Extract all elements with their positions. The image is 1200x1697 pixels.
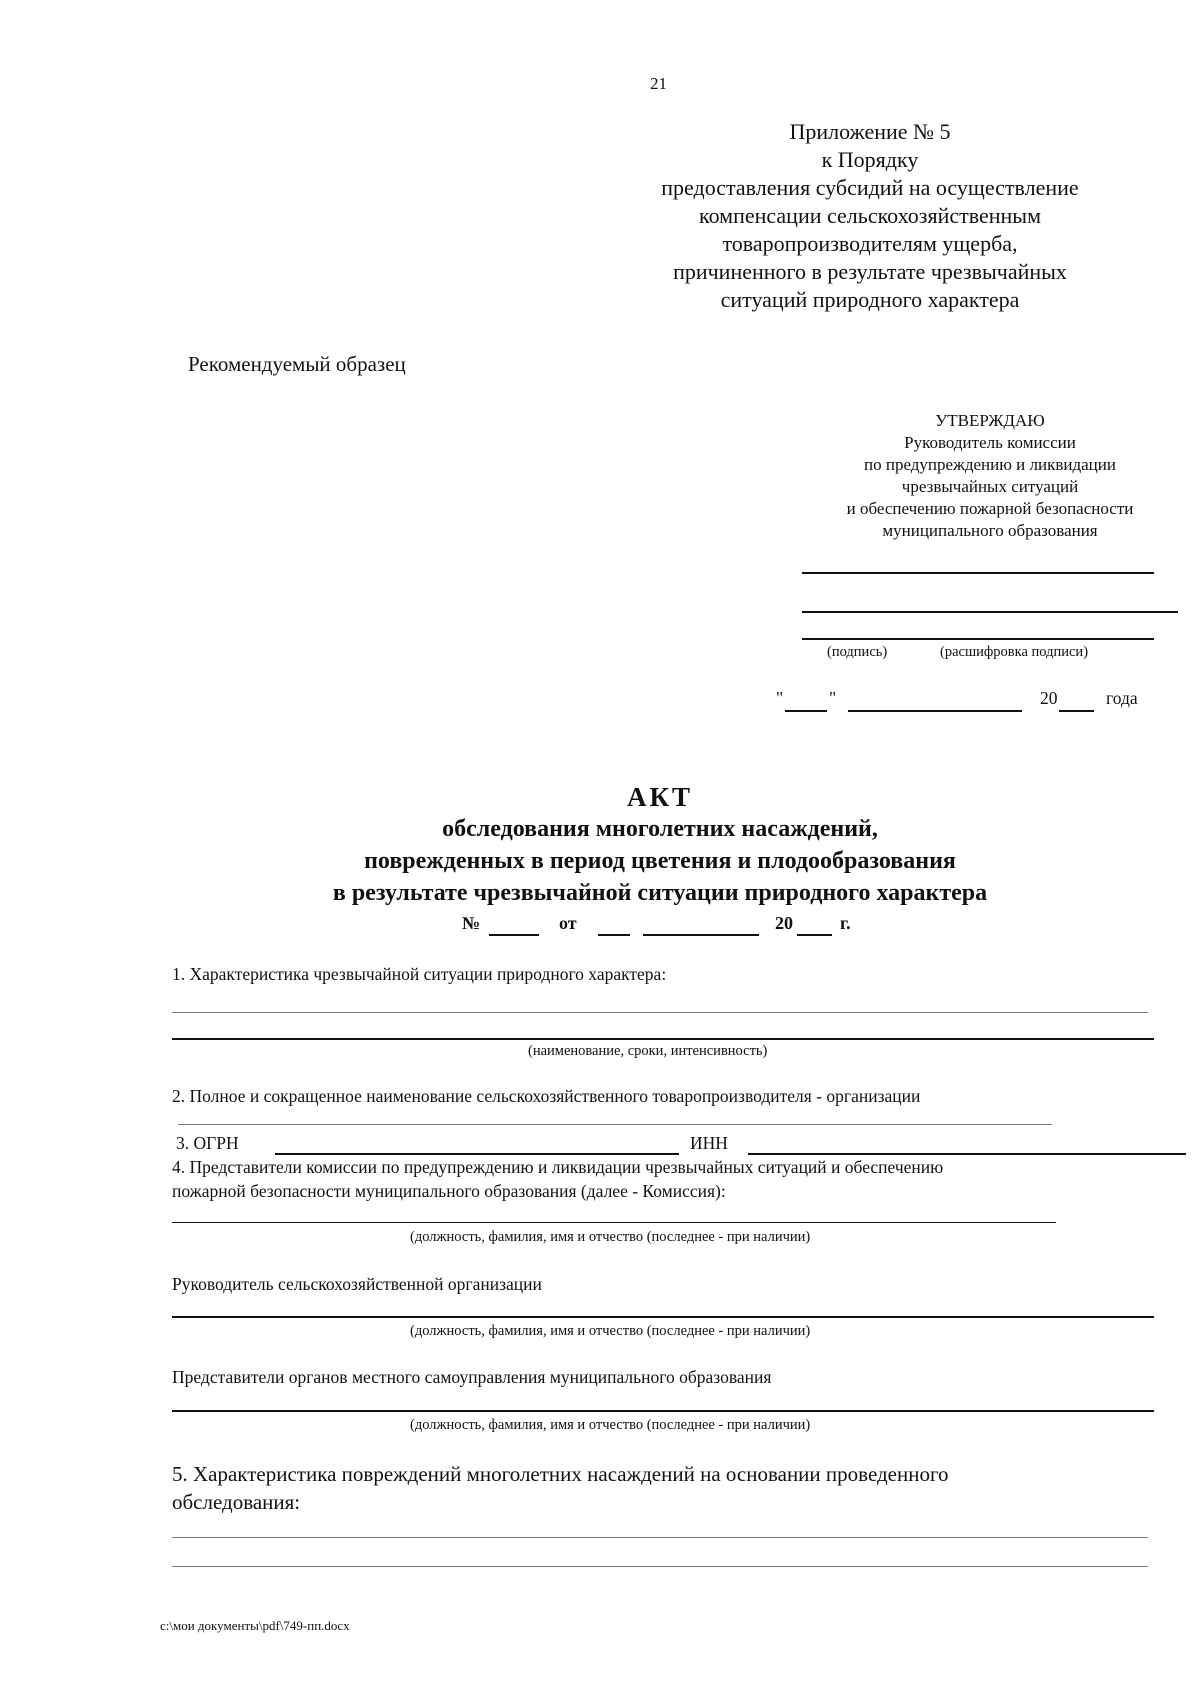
decode-caption: (расшифровка подписи) bbox=[940, 644, 1089, 660]
approval-line: Руководитель комиссии bbox=[904, 433, 1076, 452]
section4-blank-line[interactable] bbox=[172, 1222, 1056, 1223]
act-from-label: от bbox=[559, 913, 577, 933]
section2-label: 2. Полное и сокращенное наименование сельскохозяйственного товаропроизводителя - организации bbox=[172, 1086, 921, 1106]
appendix-line: причиненного в результате чрезвычайных bbox=[673, 259, 1067, 284]
approval-line: по предупреждению и ликвидации bbox=[864, 455, 1116, 474]
local-gov-label: Представители органов местного самоуправления муниципального образования bbox=[172, 1367, 772, 1387]
head-org-label: Руководитель сельскохозяйственной организации bbox=[172, 1274, 542, 1294]
date-day-blank[interactable] bbox=[785, 710, 827, 712]
section5-line: 5. Характеристика повреждений многолетних насаждений на основании проведенного bbox=[172, 1462, 949, 1486]
act-year-suffix: г. bbox=[840, 913, 851, 933]
act-number-blank[interactable] bbox=[489, 934, 539, 936]
ogrn-label: 3. ОГРН bbox=[176, 1133, 239, 1153]
date-quote-close: " bbox=[829, 688, 837, 708]
act-subtitle: поврежденных в период цветения и плодообразования bbox=[364, 848, 956, 874]
inn-label: ИНН bbox=[690, 1133, 728, 1153]
date-year-suffix: года bbox=[1106, 688, 1138, 708]
approval-blank-line[interactable] bbox=[802, 638, 1154, 640]
act-subtitle: в результате чрезвычайной ситуации природного характера bbox=[332, 880, 988, 906]
date-quote-open: " bbox=[776, 688, 784, 708]
section4-line: 4. Представители комиссии по предупреждению и ликвидации чрезвычайных ситуаций и обеспечению bbox=[172, 1157, 944, 1177]
approval-line: и обеспечению пожарной безопасности bbox=[846, 499, 1134, 518]
appendix-line: к Порядку bbox=[821, 147, 919, 172]
appendix-line: Приложение № 5 bbox=[789, 119, 951, 144]
date-year-blank[interactable] bbox=[1059, 710, 1094, 712]
section1-label: 1. Характеристика чрезвычайной ситуации природного характера: bbox=[172, 964, 667, 984]
section4-caption: (должность, фамилия, имя и отчество (последнее - при наличии) bbox=[410, 1229, 811, 1245]
section1-blank-line[interactable] bbox=[172, 1012, 1148, 1013]
appendix-line: предоставления субсидий на осуществление bbox=[661, 175, 1079, 200]
local-gov-blank-line[interactable] bbox=[172, 1410, 1154, 1412]
appendix-line: ситуаций природного характера bbox=[720, 287, 1020, 312]
act-subtitle: обследования многолетних насаждений, bbox=[442, 816, 878, 842]
appendix-header bbox=[620, 118, 1120, 314]
act-year-prefix: 20 bbox=[775, 913, 793, 933]
section1-blank-line[interactable] bbox=[172, 1038, 1154, 1040]
appendix-line: компенсации сельскохозяйственным bbox=[699, 203, 1041, 228]
signature-caption: (подпись) bbox=[827, 644, 888, 660]
page-number: 21 bbox=[650, 74, 667, 93]
section5-blank-line[interactable] bbox=[172, 1566, 1148, 1567]
head-org-blank-line[interactable] bbox=[172, 1316, 1154, 1318]
section4-line: пожарной безопасности муниципального образования (далее - Комиссия): bbox=[172, 1181, 726, 1201]
approval-blank-line[interactable] bbox=[802, 611, 1178, 613]
inn-field[interactable] bbox=[748, 1153, 1186, 1155]
approval-line: УТВЕРЖДАЮ bbox=[935, 411, 1045, 430]
act-year-blank[interactable] bbox=[797, 934, 832, 936]
ogrn-field[interactable] bbox=[275, 1153, 679, 1155]
local-gov-caption: (должность, фамилия, имя и отчество (последнее - при наличии) bbox=[410, 1417, 811, 1433]
section5-line: обследования: bbox=[172, 1490, 301, 1514]
head-org-caption: (должность, фамилия, имя и отчество (последнее - при наличии) bbox=[410, 1323, 811, 1339]
approval-blank-line[interactable] bbox=[802, 572, 1154, 574]
approval-block bbox=[790, 410, 1190, 542]
date-month-blank[interactable] bbox=[848, 710, 1022, 712]
footer-file-path: c:\мои документы\pdf\749-пп.docx bbox=[160, 1618, 350, 1633]
act-number-label: № bbox=[462, 913, 481, 933]
appendix-line: товаропроизводителям ущерба, bbox=[722, 231, 1018, 256]
recommended-sample: Рекомендуемый образец bbox=[188, 352, 406, 376]
section2-blank-line[interactable] bbox=[178, 1124, 1052, 1125]
act-month-blank[interactable] bbox=[643, 934, 759, 936]
section5-blank-line[interactable] bbox=[172, 1537, 1148, 1538]
date-year-prefix: 20 bbox=[1040, 688, 1058, 708]
approval-line: муниципального образования bbox=[882, 521, 1098, 540]
section1-caption: (наименование, сроки, интенсивность) bbox=[528, 1043, 768, 1059]
act-title: АКТ bbox=[626, 782, 694, 812]
act-day-blank[interactable] bbox=[598, 934, 630, 936]
approval-line: чрезвычайных ситуаций bbox=[901, 477, 1079, 496]
